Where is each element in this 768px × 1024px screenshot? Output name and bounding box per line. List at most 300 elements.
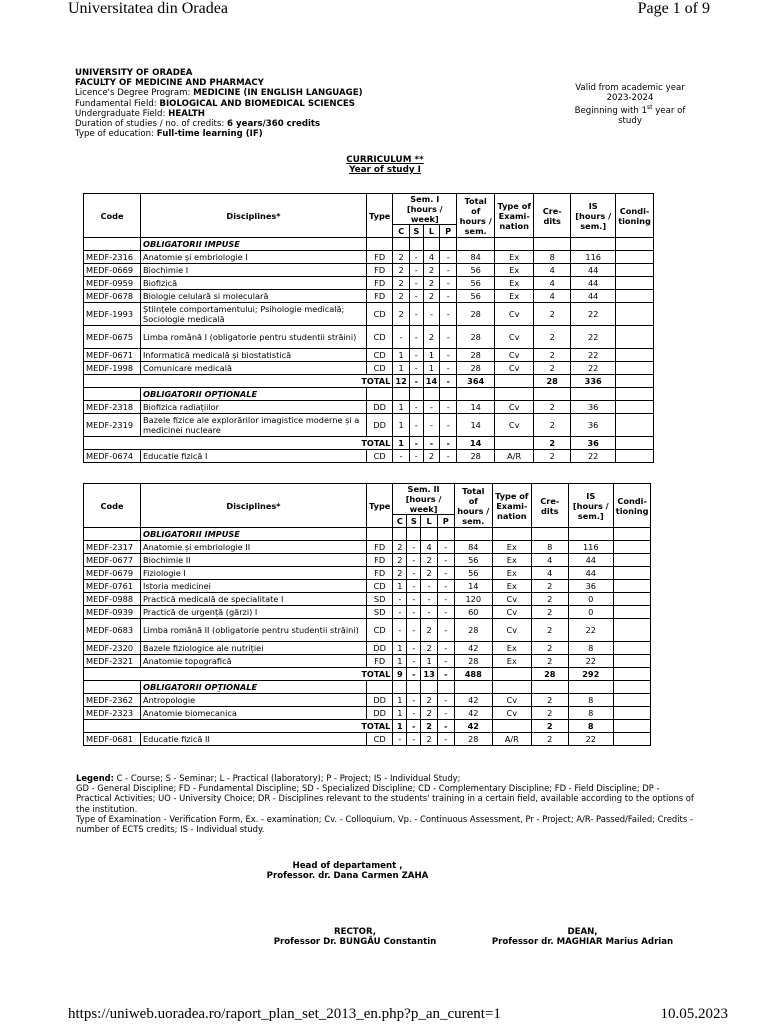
cell-exam-type: Cv: [495, 362, 534, 375]
valid-line2: 2023-2024: [606, 93, 654, 103]
cell-discipline: Anatomie biomecanica: [141, 707, 367, 720]
cell-c: 2: [393, 541, 407, 554]
col-p: P: [437, 515, 454, 528]
cell-credits: 2: [534, 414, 571, 437]
cell-p: -: [437, 580, 454, 593]
cell-discipline: Comunicare medicală: [141, 362, 367, 375]
cell-l: 2: [421, 567, 437, 580]
cell-credits: 4: [534, 290, 571, 303]
table-row: [84, 655, 651, 668]
table-row: [84, 303, 654, 326]
group-2-body: [84, 694, 651, 720]
cell-code: MEDF-0939: [84, 606, 141, 619]
cell-p: -: [440, 290, 457, 303]
cell-code: MEDF-2320: [84, 642, 141, 655]
table-row: [84, 326, 654, 349]
total-label: TOTAL: [84, 720, 393, 733]
col-total-hours: Total of hours / sem.: [457, 194, 495, 238]
cell-is: 22: [571, 303, 616, 326]
col-c: C: [393, 515, 407, 528]
total-conditioning: [616, 375, 654, 388]
cell-code: MEDF-1993: [84, 303, 141, 326]
hours-week-label: [hours / week]: [405, 494, 442, 514]
cell-exam-type: Ex: [492, 554, 531, 567]
footer-url: https://uniweb.uoradea.ro/raport_plan_set_2013_en.php?p_an_curent=1: [68, 1006, 501, 1022]
legend-line1: C - Course; S - Seminar; L - Practical (laboratory); P - Project; IS - Individual Study;: [114, 773, 461, 783]
cell-p: -: [437, 567, 454, 580]
cell-s: -: [407, 567, 421, 580]
cell-p: -: [437, 707, 454, 720]
legend-label: Legend:: [76, 773, 114, 783]
cell-exam-type: Cv: [495, 303, 534, 326]
cell-is: 8: [568, 694, 613, 707]
cell-code: MEDF-2318: [84, 401, 141, 414]
cell-p: -: [437, 694, 454, 707]
total-s: -: [409, 437, 423, 450]
cell-type: FD: [367, 251, 393, 264]
col-exam-type: Type of Exami-nation: [495, 194, 534, 238]
cell-discipline: Fiziologie I: [141, 567, 367, 580]
cell-total-hours: 56: [457, 277, 495, 290]
cell-discipline: Practică de urgență (gărzi) I: [141, 606, 367, 619]
cell-type: CD: [367, 619, 393, 642]
education-type-label: Type of education:: [75, 129, 157, 140]
cell-code: MEDF-0988: [84, 593, 141, 606]
total-row: [84, 437, 654, 450]
col-c: C: [393, 225, 409, 238]
cell-total-hours: 14: [457, 414, 495, 437]
rector-name: Professor Dr. BUNGĂU Constantin: [273, 937, 437, 947]
cell-l: 2: [421, 642, 437, 655]
header-row: [84, 484, 651, 515]
footer-date: 10.05.2023: [660, 1006, 728, 1022]
cell-p: -: [437, 733, 454, 746]
cell-type: DD: [367, 642, 393, 655]
group-title: OBLIGATORII OPȚIONALE: [141, 681, 367, 694]
cell-p: -: [440, 277, 457, 290]
cell-s: -: [409, 450, 423, 463]
table-row: [84, 733, 651, 746]
cell-c: 1: [393, 580, 407, 593]
total-credits: 28: [534, 375, 571, 388]
cell-credits: 2: [531, 655, 568, 668]
duration-value: 6 years/360 credits: [227, 119, 321, 130]
total-s: -: [407, 668, 421, 681]
head-of-department-signature: [230, 861, 465, 881]
table-row: [84, 593, 651, 606]
cell-p: -: [440, 414, 457, 437]
cell-type: FD: [367, 264, 393, 277]
table-row: [84, 264, 654, 277]
cell-c: -: [393, 450, 409, 463]
table-row: [84, 580, 651, 593]
cell-l: -: [421, 606, 437, 619]
year-of-study: Year of study I: [349, 165, 421, 175]
total-p: -: [440, 437, 457, 450]
cell-code: MEDF-0678: [84, 290, 141, 303]
cell-total-hours: 14: [457, 401, 495, 414]
table-row: [84, 401, 654, 414]
cell-credits: 2: [531, 619, 568, 642]
group-title: OBLIGATORII IMPUSE: [141, 528, 367, 541]
cell-s: -: [409, 414, 423, 437]
rector-title: RECTOR,: [333, 927, 376, 937]
table-row: [84, 277, 654, 290]
table-row: [84, 251, 654, 264]
cell-s: -: [409, 251, 423, 264]
total-p: -: [437, 668, 454, 681]
col-code: Code: [84, 484, 141, 528]
cell-code: MEDF-0959: [84, 277, 141, 290]
table-row: [84, 707, 651, 720]
cell-credits: 2: [534, 362, 571, 375]
cell-c: 2: [393, 554, 407, 567]
cell-type: DD: [367, 707, 393, 720]
cell-credits: 2: [531, 707, 568, 720]
cell-code: MEDF-0761: [84, 580, 141, 593]
group-row: [84, 238, 654, 251]
page-counter: Page 1 of 9: [637, 0, 710, 17]
table-row: [84, 362, 654, 375]
validity-note: [566, 83, 694, 126]
cell-c: 1: [393, 694, 407, 707]
cell-is: 22: [568, 655, 613, 668]
cell-s: -: [409, 362, 423, 375]
cell-p: -: [440, 326, 457, 349]
header-row: [84, 194, 654, 225]
cell-type: SD: [367, 606, 393, 619]
group-row: [84, 681, 651, 694]
total-hours: 42: [454, 720, 492, 733]
cell-type: CD: [367, 362, 393, 375]
cell-l: 2: [421, 707, 437, 720]
cell-l: 1: [421, 655, 437, 668]
cell-is: 22: [571, 326, 616, 349]
cell-p: -: [440, 264, 457, 277]
ug-field-value: HEALTH: [168, 108, 205, 119]
total-is: 292: [568, 668, 613, 681]
total-c: 12: [393, 375, 409, 388]
program-info: [75, 68, 363, 139]
cell-exam-type: Cv: [495, 349, 534, 362]
col-credits: Cre-dits: [534, 194, 571, 238]
cell-is: 8: [568, 642, 613, 655]
cell-credits: 2: [534, 450, 571, 463]
cell-l: -: [421, 580, 437, 593]
cell-type: CD: [367, 733, 393, 746]
cell-exam-type: Ex: [492, 642, 531, 655]
duration-label: Duration of studies / no. of credits:: [75, 119, 228, 130]
col-total-hours: Total of hours / sem.: [454, 484, 492, 528]
cell-exam-type: A/R: [492, 733, 531, 746]
cell-discipline: Biochimie I: [141, 264, 367, 277]
col-type: Type: [367, 484, 393, 528]
valid-line3: [566, 103, 694, 116]
extra-body: [84, 450, 654, 463]
cell-conditioning: [613, 694, 651, 707]
group-row: [84, 388, 654, 401]
cell-total-hours: 84: [454, 541, 492, 554]
cell-is: 36: [571, 414, 616, 437]
total-hours: 488: [454, 668, 492, 681]
table-row: [84, 450, 654, 463]
table-row: [84, 541, 651, 554]
total-hours: 14: [457, 437, 495, 450]
total-exam-type: [495, 375, 534, 388]
cell-l: 2: [421, 554, 437, 567]
head-name: Professor. dr. Dana Carmen ZAHA: [266, 871, 429, 881]
cell-total-hours: 28: [457, 349, 495, 362]
total-credits: 2: [531, 720, 568, 733]
cell-c: 1: [393, 642, 407, 655]
total-row: [84, 375, 654, 388]
cell-code: MEDF-1998: [84, 362, 141, 375]
cell-type: CD: [367, 580, 393, 593]
cell-is: 22: [568, 733, 613, 746]
table-row: [84, 414, 654, 437]
total-c: 1: [393, 720, 407, 733]
col-s: S: [409, 225, 423, 238]
cell-conditioning: [613, 707, 651, 720]
cell-type: FD: [367, 290, 393, 303]
cell-total-hours: 28: [457, 362, 495, 375]
cell-l: 1: [423, 349, 439, 362]
cell-credits: 2: [531, 694, 568, 707]
cell-is: 36: [571, 401, 616, 414]
rector-signature: [245, 927, 465, 947]
cell-p: -: [440, 251, 457, 264]
cell-s: -: [409, 277, 423, 290]
cell-exam-type: A/R: [495, 450, 534, 463]
cell-l: 2: [423, 264, 439, 277]
cell-exam-type: Cv: [495, 326, 534, 349]
cell-conditioning: [616, 401, 654, 414]
group-1-body: [84, 541, 651, 668]
cell-p: -: [440, 362, 457, 375]
cell-exam-type: Cv: [495, 401, 534, 414]
cell-conditioning: [613, 619, 651, 642]
legend-line2: GD - General Discipline; FD - Fundamental Discipline; SD - Specialized Discipline; CD - Complementary Discipline; FD - Field Discipline; DP - Practical Activities; UO - University Choice; DR - Disciplines relevant to the students' training in a certain field, available according to the options of the institution.: [76, 783, 694, 814]
cell-l: 2: [421, 619, 437, 642]
cell-c: 1: [393, 707, 407, 720]
cell-c: 2: [393, 264, 409, 277]
col-conditioning: Condi-tioning: [616, 194, 654, 238]
total-p: -: [437, 720, 454, 733]
cell-credits: 2: [534, 401, 571, 414]
cell-conditioning: [616, 450, 654, 463]
cell-conditioning: [616, 326, 654, 349]
cell-is: 22: [568, 619, 613, 642]
cell-l: 4: [423, 251, 439, 264]
col-sem: [393, 484, 454, 515]
cell-credits: 4: [534, 264, 571, 277]
cell-s: -: [409, 290, 423, 303]
cell-total-hours: 56: [454, 567, 492, 580]
cell-c: -: [393, 606, 407, 619]
cell-discipline: Biofizică: [141, 277, 367, 290]
total-s: -: [407, 720, 421, 733]
cell-l: 2: [423, 450, 439, 463]
cell-conditioning: [613, 733, 651, 746]
group-row: [84, 528, 651, 541]
total-label: TOTAL: [84, 375, 393, 388]
cell-is: 0: [568, 606, 613, 619]
cell-total-hours: 14: [454, 580, 492, 593]
cell-l: 2: [421, 694, 437, 707]
cell-exam-type: Ex: [495, 251, 534, 264]
cell-s: -: [409, 349, 423, 362]
table-row: [84, 619, 651, 642]
cell-c: 2: [393, 251, 409, 264]
cell-code: MEDF-2321: [84, 655, 141, 668]
total-s: -: [409, 375, 423, 388]
cell-type: CD: [367, 450, 393, 463]
dean-name: Professor dr. MAGHIAR Marius Adrian: [491, 937, 674, 947]
cell-total-hours: 28: [454, 655, 492, 668]
cell-l: 2: [423, 326, 439, 349]
cell-l: -: [423, 401, 439, 414]
total-l: -: [423, 437, 439, 450]
total-exam-type: [492, 720, 531, 733]
hours-week-label: [hours / week]: [406, 204, 443, 224]
cell-conditioning: [616, 303, 654, 326]
fund-field-label: Fundamental Field:: [75, 98, 160, 109]
cell-c: 1: [393, 655, 407, 668]
cell-is: 44: [571, 264, 616, 277]
cell-exam-type: Ex: [492, 580, 531, 593]
cell-total-hours: 56: [457, 264, 495, 277]
cell-credits: 8: [534, 251, 571, 264]
cell-credits: 2: [531, 606, 568, 619]
cell-p: -: [437, 554, 454, 567]
total-conditioning: [613, 668, 651, 681]
cell-credits: 4: [531, 554, 568, 567]
cell-is: 8: [568, 707, 613, 720]
cell-exam-type: Ex: [492, 655, 531, 668]
cell-exam-type: Cv: [492, 707, 531, 720]
cell-exam-type: Ex: [495, 290, 534, 303]
table-row: [84, 290, 654, 303]
cell-l: 2: [423, 290, 439, 303]
cell-type: FD: [367, 541, 393, 554]
cell-c: 2: [393, 290, 409, 303]
cell-type: DD: [367, 401, 393, 414]
cell-type: FD: [367, 655, 393, 668]
cell-credits: 2: [534, 326, 571, 349]
cell-s: -: [407, 580, 421, 593]
cell-type: CD: [367, 349, 393, 362]
cell-discipline: Practică medicală de specialitate I: [141, 593, 367, 606]
total-conditioning: [613, 720, 651, 733]
cell-conditioning: [616, 277, 654, 290]
cell-total-hours: 42: [454, 707, 492, 720]
total-conditioning: [616, 437, 654, 450]
cell-conditioning: [613, 554, 651, 567]
cell-conditioning: [613, 541, 651, 554]
legend-line3: Type of Examination - Verification Form, Ex. - examination; Cv. - Colloquium, Vp. - Continuous Assessment, Pr - Project; A/R- Passed/Failed; Credits - number of ECTS credits; IS - Individual study.: [76, 813, 693, 835]
total-l: 2: [421, 720, 437, 733]
cell-discipline: Antropologie: [141, 694, 367, 707]
cell-p: -: [440, 401, 457, 414]
group-2-body: [84, 401, 654, 437]
cell-type: FD: [367, 554, 393, 567]
cell-discipline: Anatomie și embriologie I: [141, 251, 367, 264]
cell-c: -: [393, 619, 407, 642]
cell-is: 0: [568, 593, 613, 606]
cell-total-hours: 42: [454, 694, 492, 707]
cell-s: -: [409, 303, 423, 326]
cell-s: -: [407, 606, 421, 619]
total-c: 9: [393, 668, 407, 681]
cell-conditioning: [613, 606, 651, 619]
cell-code: MEDF-2362: [84, 694, 141, 707]
cell-conditioning: [616, 251, 654, 264]
cell-discipline: Biochimie II: [141, 554, 367, 567]
cell-is: 44: [568, 567, 613, 580]
cell-p: -: [437, 541, 454, 554]
cell-credits: 4: [534, 277, 571, 290]
cell-code: MEDF-0677: [84, 554, 141, 567]
page-header-title: Universitatea din Oradea: [68, 0, 228, 17]
cell-l: 4: [421, 541, 437, 554]
col-sem: [393, 194, 457, 225]
cell-is: 22: [571, 349, 616, 362]
total-is: 36: [571, 437, 616, 450]
education-type-value: Full-time learning (IF): [156, 129, 263, 140]
col-type: Type: [367, 194, 393, 238]
cell-discipline: Informatică medicală și biostatistică: [141, 349, 367, 362]
cell-p: -: [440, 303, 457, 326]
program-value: MEDICINE (IN ENGLISH LANGUAGE): [193, 88, 363, 99]
col-l: L: [423, 225, 439, 238]
total-is: 8: [568, 720, 613, 733]
cell-credits: 2: [531, 733, 568, 746]
cell-total-hours: 84: [457, 251, 495, 264]
extra-body: [84, 733, 651, 746]
cell-exam-type: Ex: [492, 567, 531, 580]
cell-credits: 2: [531, 593, 568, 606]
cell-s: -: [407, 642, 421, 655]
col-s: S: [407, 515, 421, 528]
total-c: 1: [393, 437, 409, 450]
cell-exam-type: Cv: [492, 606, 531, 619]
cell-exam-type: Cv: [492, 694, 531, 707]
cell-discipline: Bazele fizice ale explorărilor imagistice moderne și a medicinei nucleare: [141, 414, 367, 437]
cell-p: -: [437, 642, 454, 655]
total-exam-type: [492, 668, 531, 681]
cell-code: MEDF-2323: [84, 707, 141, 720]
cell-conditioning: [613, 642, 651, 655]
valid-line1: Valid from academic year: [575, 83, 685, 93]
cell-credits: 2: [534, 349, 571, 362]
cell-s: -: [407, 733, 421, 746]
cell-conditioning: [616, 264, 654, 277]
curriculum-title: CURRICULUM **: [346, 155, 424, 165]
cell-p: -: [437, 619, 454, 642]
cell-c: 1: [393, 401, 409, 414]
table-row: [84, 349, 654, 362]
cell-l: -: [423, 303, 439, 326]
total-credits: 28: [531, 668, 568, 681]
col-credits: Cre-dits: [531, 484, 568, 528]
cell-discipline: Bazele fiziologice ale nutriției: [141, 642, 367, 655]
cell-type: CD: [367, 303, 393, 326]
cell-discipline: Limba română II (obligatorie pentru studentii străini): [141, 619, 367, 642]
total-row: [84, 720, 651, 733]
curriculum-heading: [300, 155, 470, 175]
cell-s: -: [409, 401, 423, 414]
faculty-name: FACULTY OF MEDICINE AND PHARMACY: [75, 78, 264, 89]
